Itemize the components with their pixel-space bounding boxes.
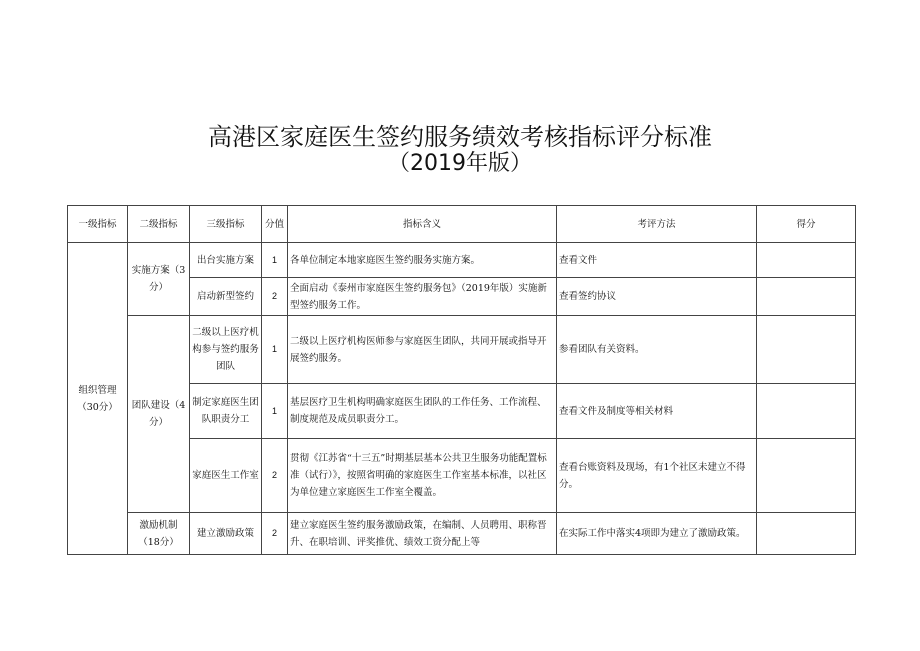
- header-level2: 二级指标: [128, 206, 190, 243]
- level3-cell: 家庭医生工作室: [190, 439, 262, 513]
- score-cell: 1: [262, 316, 288, 384]
- score-cell: 1: [262, 243, 288, 278]
- meaning-cell: 贯彻《江苏省“十三五”时期基层基本公共卫生服务功能配置标准（试行）》，按照省明确的家庭医生工作室基本标准，以社区为单位建立家庭医生工作室全覆盖。: [288, 439, 557, 513]
- level1-org-cell: 组织管理（30分）: [68, 243, 128, 555]
- level3-cell: 制定家庭医生团队职责分工: [190, 384, 262, 439]
- table-row: [68, 243, 856, 278]
- method-cell: 在实际工作中落实4项即为建立了激励政策。: [557, 513, 757, 555]
- result-cell: [757, 513, 856, 555]
- level2-plan-cell: 实施方案（3分）: [128, 243, 190, 316]
- meaning-cell: 各单位制定本地家庭医生签约服务实施方案。: [288, 243, 557, 278]
- meaning-cell: 二级以上医疗机构医师参与家庭医生团队，共同开展或指导开展签约服务。: [288, 316, 557, 384]
- header-method: 考评方法: [557, 206, 757, 243]
- table-row: [68, 316, 856, 384]
- document-subtitle: （2019年版）: [388, 151, 532, 176]
- scoring-table: [67, 205, 856, 555]
- document-title: 高港区家庭医生签约服务绩效考核指标评分标准: [208, 123, 712, 151]
- meaning-cell: 建立家庭医生签约服务激励政策，在编制、人员聘用、职称晋升、在职培训、评奖推优、绩效工资分配上等: [288, 513, 557, 555]
- method-cell: 参看团队有关资料。: [557, 316, 757, 384]
- result-cell: [757, 384, 856, 439]
- result-cell: [757, 316, 856, 384]
- level2-team-cell: 团队建设（4分）: [128, 316, 190, 513]
- score-cell: 2: [262, 439, 288, 513]
- method-cell: 查看签约协议: [557, 278, 757, 316]
- meaning-cell: 基层医疗卫生机构明确家庭医生团队的工作任务、工作流程、制度规范及成员职责分工。: [288, 384, 557, 439]
- method-cell: 查看文件及制度等相关材料: [557, 384, 757, 439]
- header-result: 得分: [757, 206, 856, 243]
- table-header-row: [68, 206, 856, 243]
- meaning-cell: 全面启动《泰州市家庭医生签约服务包》（2019年版）实施新型签约服务工作。: [288, 278, 557, 316]
- header-score: 分值: [262, 206, 288, 243]
- result-cell: [757, 278, 856, 316]
- method-cell: 查看文件: [557, 243, 757, 278]
- result-cell: [757, 439, 856, 513]
- result-cell: [757, 243, 856, 278]
- level2-incentive-cell: 激励机制（18分）: [128, 513, 190, 555]
- table-row: [68, 513, 856, 555]
- header-meaning: 指标含义: [288, 206, 557, 243]
- score-cell: 2: [262, 278, 288, 316]
- header-level3: 三级指标: [190, 206, 262, 243]
- method-cell: 查看台账资料及现场，有1个社区未建立不得分。: [557, 439, 757, 513]
- level3-cell: 二级以上医疗机构参与签约服务团队: [190, 316, 262, 384]
- level3-cell: 建立激励政策: [190, 513, 262, 555]
- score-cell: 1: [262, 384, 288, 439]
- level3-cell: 出台实施方案: [190, 243, 262, 278]
- header-level1: 一级指标: [68, 206, 128, 243]
- score-cell: 2: [262, 513, 288, 555]
- level3-cell: 启动新型签约: [190, 278, 262, 316]
